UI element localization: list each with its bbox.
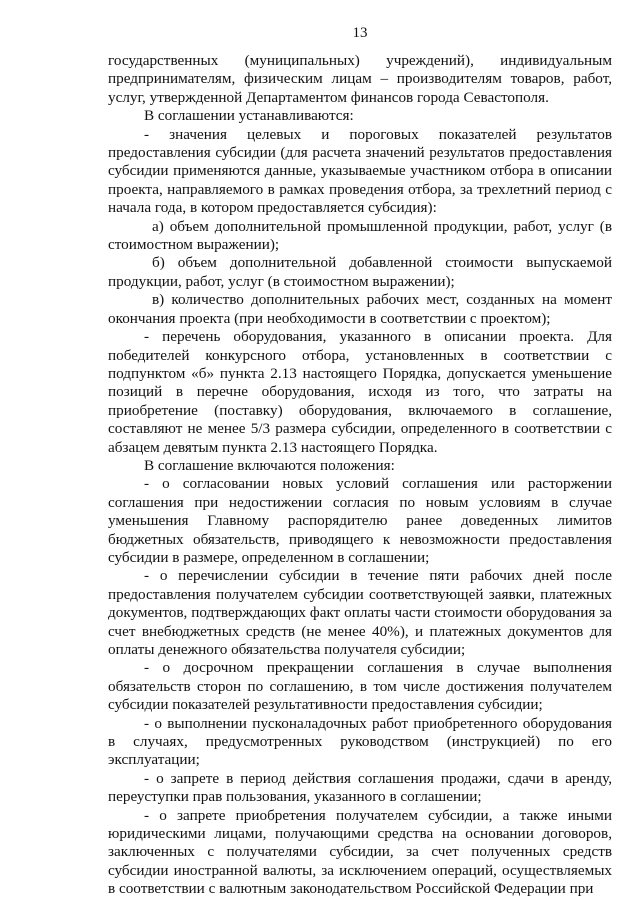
paragraph: - значения целевых и пороговых показателей результатов предоставления субсидии (для расчета значений результатов предоставления субсидии применяются данные, указываемые участником отбора в описании проекта, направляемого в рамках проведения отбора, за трехлетний период с начала года, в котором предоставляется субсидия): <box>108 125 612 217</box>
page-number: 13 <box>352 25 368 41</box>
paragraph: б) объем дополнительной добавленной стоимости выпускаемой продукции, работ, услуг (в стоимостном выражении); <box>108 254 612 290</box>
document-body <box>108 52 612 899</box>
paragraph: В соглашение включаются положения: <box>144 456 395 474</box>
paragraph: - о перечислении субсидии в течение пяти рабочих дней после предоставления получателем субсидии соответствующей заявки, платежных документов, подтверждающих факт оплаты части стоимости оборудования за счет внебюджетных средств (не менее 40%), и платежных документов для оплаты денежного обязательства получателя субсидии; <box>108 567 612 658</box>
paragraph: В соглашении устанавливаются: <box>144 107 354 125</box>
paragraph: - перечень оборудования, указанного в описании проекта. Для победителей конкурсного отбора, установленных в соответствии с подпунктом «б» пункта 2.13 настоящего Порядка, допускается уменьшение позиций в перечне оборудования, исходя из того, что затраты на приобретение (поставку) оборудования, включаемого в соглашение, составляют не менее 5/3 размера субсидии, определенного в соответствии с абзацем девятым пункта 2.13 настоящего Порядка. <box>108 328 612 456</box>
paragraph: - о запрете в период действия соглашения продажи, сдачи в аренду, переуступки прав пользования, указанного в соглашении; <box>108 769 612 806</box>
paragraph: - о запрете приобретения получателем субсидии, а также иными юридическими лицами, получающими средства на основании договоров, заключенных с получателями субсидии, за счет полученных средств субсидии иностранной валюты, за исключением операций, осуществляемых в соответствии с валютным законодательством Российской Федерации при <box>108 806 612 898</box>
paragraph: - о согласовании новых условий соглашения или расторжении соглашения при недостижении согласия по новым условиям в случае уменьшения Главному распорядителю ранее доведенных лимитов бюджетных обязательств, приводящего к невозможности предоставления субсидии в размере, определенном в соглашении; <box>108 475 612 566</box>
paragraph: а) объем дополнительной промышленной продукции, работ, услуг (в стоимостном выражении); <box>108 217 612 254</box>
paragraph: государственных (муниципальных) учреждений), индивидуальным предпринимателям, физическим лицам – производителям товаров, работ, услуг, утвержденной Департаментом финансов города Севастополя. <box>108 52 612 106</box>
paragraph: в) количество дополнительных рабочих мест, созданных на момент окончания проекта (при необходимости в соответствии с проектом); <box>108 291 612 327</box>
paragraph: - о досрочном прекращении соглашения в случае выполнения обязательств сторон по соглашению, в том числе достижения получателем субсидии показателей результативности предоставления субсидии; <box>108 659 612 714</box>
paragraph: - о выполнении пусконаладочных работ приобретенного оборудования в случаях, предусмотренных руководством (инструкцией) по его эксплуатации; <box>108 714 612 769</box>
